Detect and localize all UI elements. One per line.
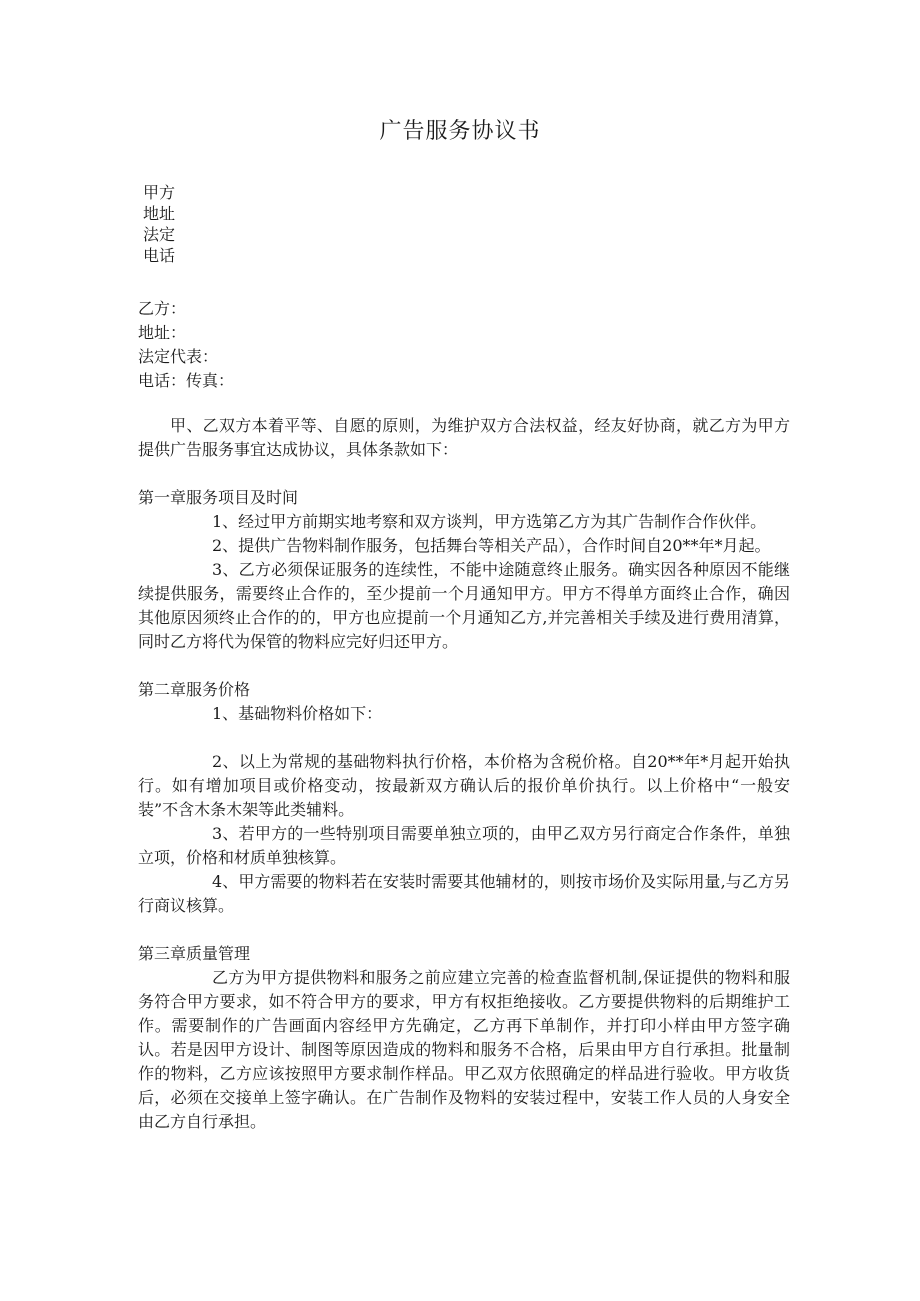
- chapter-2-item-2: 2、以上为常规的基础物料执行价格，本价格为含税价格。自20**年*月起开始执行。如有增加项目或价格变动，按最新双方确认后的报价单价执行。以上价格中“一般安装”不含木条木架等此类辅料。: [138, 752, 790, 819]
- chapter-1-heading: 第一章服务项目及时间: [138, 488, 299, 507]
- party-b-address-label: 地址：: [138, 323, 187, 342]
- chapter-2-item-1: 1、基础物料价格如下：: [212, 704, 383, 723]
- party-a-name-label: 甲方: [143, 183, 176, 202]
- party-b-name-label: 乙方：: [138, 299, 187, 318]
- agreement-body: [138, 414, 790, 1134]
- chapter-1-item-2: 2、提供广告物料制作服务，包括舞台等相关产品），合作时间自20**年*月起。: [212, 536, 771, 555]
- chapter-2-item-3: 3、若甲方的一些特别项目需要单独立项的，由甲乙双方另行商定合作条件，单独立项，价格和材质单独核算。: [138, 824, 790, 867]
- party-a-address-label: 地址: [143, 204, 176, 223]
- party-a-phone-label: 电话: [143, 246, 176, 265]
- chapter-3-paragraph: 乙方为甲方提供物料和服务之前应建立完善的检查监督机制,保证提供的物料和服务符合甲方要求，如不符合甲方的要求，甲方有权拒绝接收。乙方要提供物料的后期维护工作。需要制作的广告画面内容经甲方先确定，乙方再下单制作，并打印小样由甲方签字确认。若是因甲方设计、制图等原因造成的物料和服务不合格，后果由甲方自行承担。批量制作的物料，乙方应该按照甲方要求制作样品。甲乙双方依照确定的样品进行验收。甲方收货后，必须在交接单上签字确认。在广告制作及物料的安装过程中，安装工作人员的人身安全由乙方自行承担。: [138, 968, 790, 1131]
- chapter-2-heading: 第二章服务价格: [138, 680, 251, 699]
- chapter-3-heading: 第三章质量管理: [138, 944, 251, 963]
- party-a-block: [143, 182, 175, 266]
- party-b-phone-fax-label: 电话：传真：: [138, 371, 235, 390]
- chapter-2-item-4: 4、甲方需要的物料若在安装时需要其他辅材的，则按市场价及实际用量,与乙方另行商议核算。: [138, 872, 790, 915]
- chapter-1-item-1: 1、经过甲方前期实地考察和双方谈判，甲方选第乙方为其广告制作合作伙伴。: [212, 512, 767, 531]
- intro-paragraph: 甲、乙双方本着平等、自愿的原则，为维护双方合法权益，经友好协商，就乙方为甲方提供广告服务事宜达成协议，具体条款如下：: [138, 416, 790, 459]
- chapter-1-item-3: 3、乙方必须保证服务的连续性，不能中途随意终止服务。确实因各种原因不能继续提供服务，需要终止合作的，至少提前一个月通知甲方。甲方不得单方面终止合作，确因其他原因须终止合作的的，甲方也应提前一个月通知乙方,并完善相关手续及进行费用清算，同时乙方将代为保管的物料应完好归还甲方。: [138, 560, 790, 651]
- document-title: 广告服务协议书: [379, 119, 541, 144]
- party-b-block: [138, 297, 234, 393]
- party-a-legal-rep-label: 法定: [143, 225, 176, 244]
- party-b-legal-rep-label: 法定代表：: [138, 347, 219, 366]
